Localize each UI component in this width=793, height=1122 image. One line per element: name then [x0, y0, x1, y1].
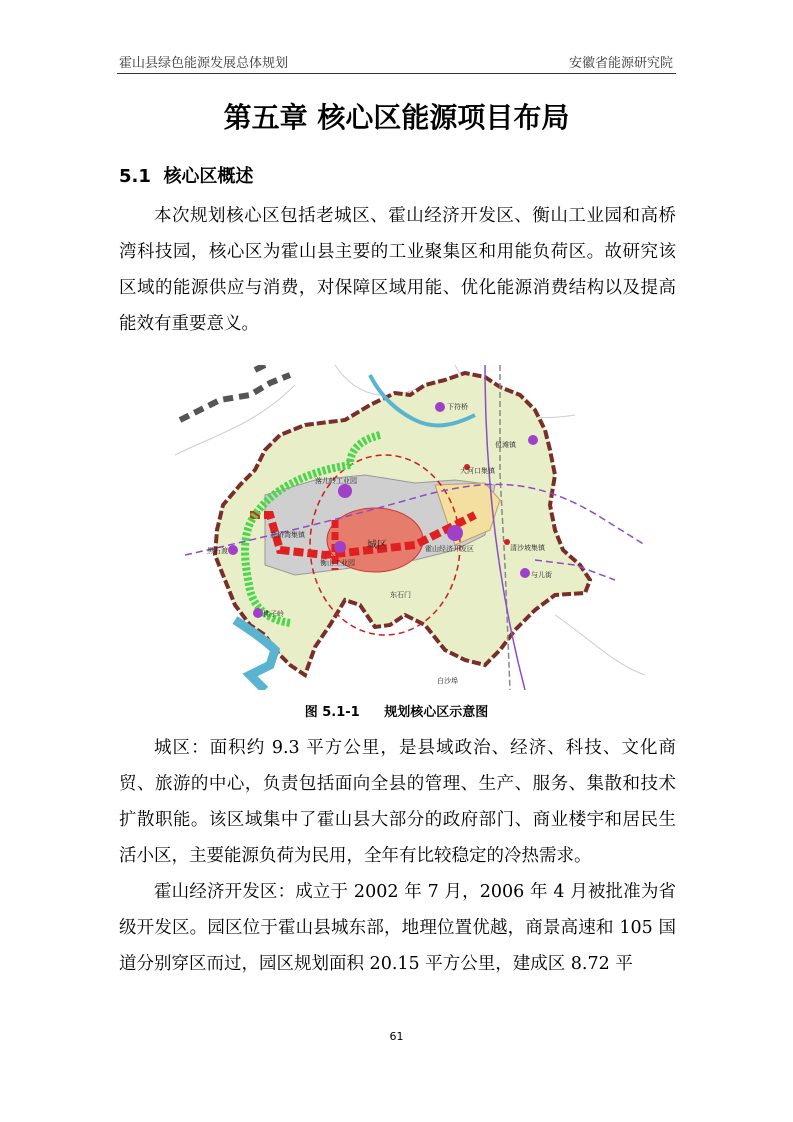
node-foziling — [253, 608, 263, 618]
figure-caption-title: 规划核心区示意图 — [384, 705, 489, 720]
label-xiafuqiao: 下符桥 — [447, 403, 468, 411]
label-qingshawan: 清沙坡集镇 — [510, 544, 545, 552]
node-dannao — [528, 435, 538, 445]
section-heading — [119, 162, 253, 188]
paragraph-city: 城区：面积约 9.3 平方公里，是县域政治、经济、科技、文化商贸、旅游的中心，负责包括面向全县的管理、生产、服务、集散和技术扩散职能。该区域集中了霍山县大部分的政府部门、商业楼宇和居民生活小区，主要能源负荷为民用，全年有比较稳定的冷热需求。 — [119, 738, 676, 866]
label-dannao: 但滩镇 — [495, 441, 516, 449]
figure-caption — [0, 701, 793, 720]
node-hengshan — [334, 541, 346, 553]
label-foziling: 佛子岭 — [263, 610, 284, 618]
label-dahekou: 大河口集镇 — [460, 467, 495, 475]
node-luoer — [338, 484, 352, 498]
chapter-title: 第五章 核心区能源项目布局 — [223, 101, 570, 134]
header-right: 安徽省能源研究院 — [568, 56, 673, 71]
core-area-map — [155, 365, 645, 690]
label-econzone: 霍山经济开发区 — [425, 545, 474, 553]
paragraph-intro: 本次规划核心区包括老城区、霍山经济开发区、衡山工业园和高桥湾科技园，核心区为霍山县主要的工业聚集区和用能负荷区。故研究该区域的能源供应与消费，对保障区域用能、优化能源消费结构以及提高能效有重要意义。 — [119, 206, 676, 334]
label-yuegeng: 与儿街 — [531, 571, 552, 579]
page-number: 61 — [389, 1030, 404, 1043]
label-dongshi: 东石门 — [390, 591, 411, 599]
node-heishidu — [228, 545, 238, 555]
node-econzone — [447, 525, 463, 541]
section-number: 5.1 — [119, 166, 151, 187]
label-heishidu: 黑石渡 — [207, 547, 228, 555]
paragraph-devzone: 霍山经济开发区：成立于 2002 年 7 月，2006 年 4 月被批准为省级开发区。园区位于霍山县城东部，地理位置优越，商景高速和 105 国道分别穿区而过，园区规划面积 20.15 平方公里，建成区 8.72 平 — [119, 882, 676, 974]
label-luoer: 落儿岭工业园 — [315, 477, 357, 485]
label-city: 城区 — [367, 540, 387, 551]
node-xiafuqiao — [435, 402, 445, 412]
node-yuegeng — [520, 568, 530, 578]
section-title: 核心区概述 — [163, 166, 254, 187]
header-rule — [117, 73, 676, 74]
map-svg — [155, 365, 645, 690]
label-hengshan: 衡山工业园 — [320, 559, 355, 567]
figure-caption-number: 图 5.1-1 — [304, 705, 360, 720]
header-left: 霍山县绿色能源发展总体规划 — [119, 56, 289, 71]
label-baisha: 白沙埠 — [437, 677, 458, 685]
label-gaoqiao: 高桥湾集镇 — [270, 531, 305, 539]
